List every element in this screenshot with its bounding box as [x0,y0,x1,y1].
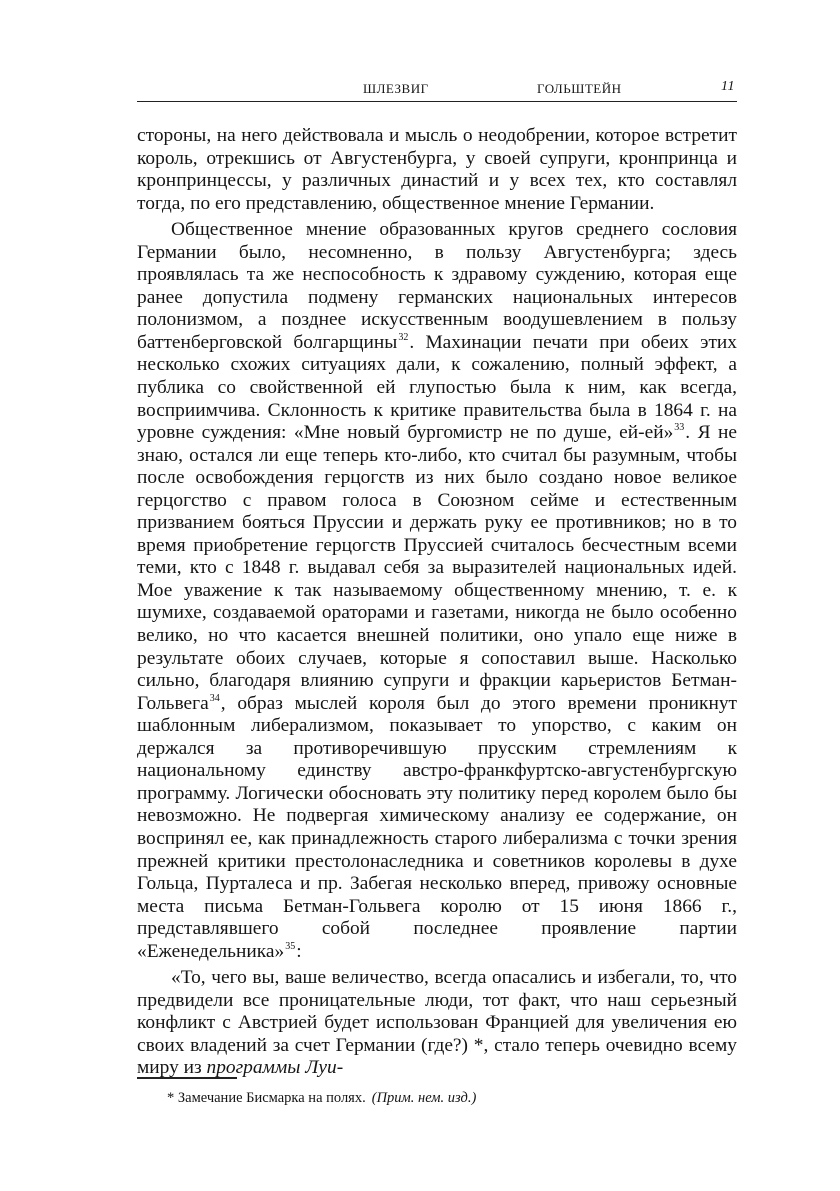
paragraph-3 [137,967,737,1080]
footnote-rule [137,1077,237,1079]
footnote-editor-note: (Прим. нем. изд.) [371,1090,477,1106]
paragraph-1 [137,125,737,215]
endnote-ref-34: 34 [209,692,220,704]
endnote-ref-32: 32 [398,331,409,343]
endnote-ref-33: 33 [674,422,685,434]
paragraph-2-text-c: . Я не знаю, остался ли еще теперь кто-либо, кто считал бы разумным, чтобы после освобождения герцогств из них было создано новое великое герцогство с правом голоса в Союзном сейме и естественным призванием бояться Пруссии и держать руку ее противников; но в то время приобретение герцогств Пруссией считалось бесчестным всеми теми, кто с 1848 г. выдавал себя за выразителей национальных идей. Мое уважение к так называемому общественному мнению, т. е. к шумихе, создаваемой ораторами и газетами, никогда не было особенно велико, но что касается внешней политики, оно упало еще ниже в результате обоих случаев, которые я сопоставил выше. Насколько сильно, благодаря влиянию супруги и фракции карьеристов Бетман-Гольвега [137,422,737,714]
paragraph-2-text-a: Общественное мнение образованных кругов среднего сословия Германии было, несомненно, в пользу Августенбурга; здесь проявлялась та же неспособность к здравому суждению, которая еще ранее допустила подмену германских национальных интересов полонизмом, а позднее искусственным воодушевлением в пользу баттенберговской болгарщины [137,219,737,353]
page-number: 11 [721,79,735,94]
running-header [137,78,737,100]
footnote-text: * Замечание Бисмарка на полях. [167,1090,366,1106]
paragraph-2-text-e: : [296,940,302,962]
paragraph-3-text: «То, чего вы, ваше величество, всегда опасались и избегали, то, что предвидели все проницательные люди, тот факт, что наш серьезный конфликт с Австрией будет использован Францией для увеличения ею своих владений за счет Германии (где?) *, стало теперь очевидно всему миру из [137,967,737,1079]
header-left-title: ШЛЕЗВИГ [363,81,429,96]
body-text [137,125,737,1080]
paragraph-2 [137,219,737,963]
paragraph-1-text: стороны, на него действовала и мысль о неодобрении, которое встретит король, отрекшись от Августенбурга, у своей супруги, кронпринца и кронпринцессы, у различных династий и у всех тех, кто составлял тогда, по его представлению, общественное мнение Германии. [137,125,737,214]
paragraph-2-text-b: . Махинации печати при обеих этих несколько схожих ситуациях дали, к сожалению, полный эффект, а публика со свойственной ей глупостью была к ним, как всегда, восприимчива. Склонность к критике правительства была в 1864 г. на уровне суждения: «Мне новый бургомистр не по душе, ей-ей» [137,331,737,444]
footnote [167,1089,727,1107]
paragraph-3-italic-text: программы Луи- [206,1057,344,1079]
paragraph-2-text-d: , образ мыслей короля был до этого времени проникнут шаблонным либерализмом, показывает то упорство, с каким он держался за противоречившую прусским стремлениям к национальному единству австро-франкфуртско-августенбургскую программу. Логически обосновать эту политику перед королем было бы невозможно. Не подвергая химическому анализу ее содержание, он воспринял ее, как принадлежность старого либерализма с точки зрения прежней критики престолонаследника и советников королевы в духе Гольца, Пурталеса и пр. Забегая несколько вперед, привожу основные места письма Бетман-Гольвега королю от 15 июня 1866 г., представлявшего собой последнее проявление партии «Еженедельника» [137,692,737,962]
endnote-ref-35: 35 [285,940,296,952]
header-rule [137,101,737,102]
header-right-title: ГОЛЬШТЕЙН [537,81,622,96]
